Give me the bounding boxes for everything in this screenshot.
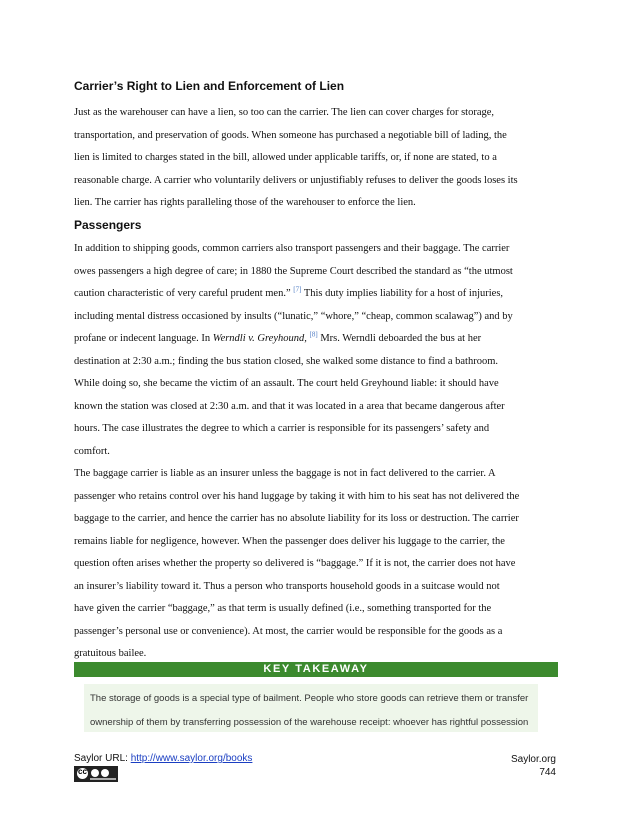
text-fragment: Mrs. Werndli deboarded the bus at her — [317, 333, 482, 344]
text-line: owes passengers a high degree of care; in 1880 the Supreme Court described the standard as “the utmost — [74, 265, 513, 277]
footer-url-prefix: Saylor URL: — [74, 753, 131, 764]
text-line: While doing so, she became the victim of an assault. The court held Greyhound liable: it should have — [74, 378, 499, 389]
text-line: including mental distress occasioned by insults (“lunatic,” “whore,” “cheap, common scalawag”) and by — [74, 310, 513, 322]
section-heading-carrier-lien: Carrier’s Right to Lien and Enforcement of Lien — [74, 79, 345, 93]
text-line: The baggage carrier is liable as an insurer unless the baggage is not in fact delivered to the carrier. A — [74, 468, 496, 479]
text-fragment: profane or indecent language. In — [74, 333, 213, 344]
text-line: passenger’s personal use or convenience). At most, the carrier would be responsible for the goods as a — [74, 625, 503, 637]
text-fragment: caution characteristic of very careful prudent men.” — [74, 288, 291, 299]
site-name: Saylor.org — [510, 754, 556, 765]
text-line: The storage of goods is a special type of bailment. People who store goods can retrieve them or transfer — [90, 693, 529, 704]
text-line: question often arises whether the property so delivered is “baggage.” If it is not, the carrier does not have — [74, 558, 516, 569]
cc-by-nc-sa-icon[interactable] — [74, 766, 118, 782]
text-line: Just as the warehouser can have a lien, so too can the carrier. The lien can cover charges for storage, — [74, 107, 495, 118]
page-number: 744 — [539, 767, 556, 778]
saylor-books-link[interactable]: http://www.saylor.org/books — [130, 753, 253, 764]
cc-circle-icon — [77, 768, 88, 779]
text-line: lien. The carrier has rights paralleling those of the warehouser to enforce the lien. — [74, 197, 416, 208]
text-line: hours. The case illustrates the degree to which a carrier is responsible for its passengers’ safety and — [74, 423, 490, 434]
footnote-link-8[interactable]: [8] — [309, 330, 318, 339]
footnote-link-7[interactable]: [7] — [293, 285, 302, 294]
text-line: comfort. — [74, 445, 110, 457]
key-takeaway-text — [90, 687, 540, 735]
text-line — [74, 328, 554, 351]
passengers-paragraph — [74, 238, 554, 463]
section-heading-passengers: Passengers — [74, 218, 142, 232]
text-line: ownership of them by transferring possession of the warehouse receipt: whoever has rightful possession — [90, 717, 529, 728]
footer-page-info — [511, 753, 556, 779]
text-line: known the station was closed at 2:30 a.m. and that it was located in a area that became dangerous after — [74, 400, 505, 412]
text-fragment: This duty implies liability for a host of injuries, — [301, 288, 504, 299]
baggage-paragraph — [74, 463, 554, 666]
text-line: remains liable for negligence, however. When the passenger does deliver his luggage to the carrier, the — [74, 535, 505, 547]
text-line: gratuitous bailee. — [74, 648, 147, 659]
key-takeaway-header: KEY TAKEAWAY — [74, 662, 558, 677]
text-line: transportation, and preservation of goods. When someone has purchased a negotiable bill of lading, the — [74, 129, 507, 141]
text-line: destination at 2:30 a.m.; finding the bus station closed, she walked some distance to find a bathroom. — [74, 355, 498, 367]
text-line: passenger who retains control over his hand luggage by taking it with him to his seat has not delivered the — [74, 490, 520, 502]
carrier-lien-paragraph — [74, 102, 554, 215]
text-line: an insurer’s liability toward it. Thus a person who transports household goods in a suitcase would not — [74, 580, 500, 592]
footer-source — [74, 753, 252, 764]
nc-icon — [101, 769, 109, 777]
text-line: In addition to shipping goods, common carriers also transport passengers and their baggage. The carrier — [74, 243, 510, 254]
case-name: Werndli v. Greyhound, — [212, 333, 307, 344]
text-line: lien is limited to charges stated in the bill, allowed under applicable tariffs, or, if none are stated, to a — [74, 152, 497, 163]
by-icon — [91, 769, 99, 777]
text-line: have given the carrier “baggage,” as that term is usually defined (i.e., something transported for the — [74, 603, 492, 614]
text-line: baggage to the carrier, and hence the carrier has no absolute liability for its loss or destruction. The carrier — [74, 513, 519, 524]
license-strip — [90, 778, 116, 780]
text-line: reasonable charge. A carrier who voluntarily delivers or unjustifiably refuses to deliver the goods loses its — [74, 174, 518, 186]
text-line — [74, 283, 554, 306]
